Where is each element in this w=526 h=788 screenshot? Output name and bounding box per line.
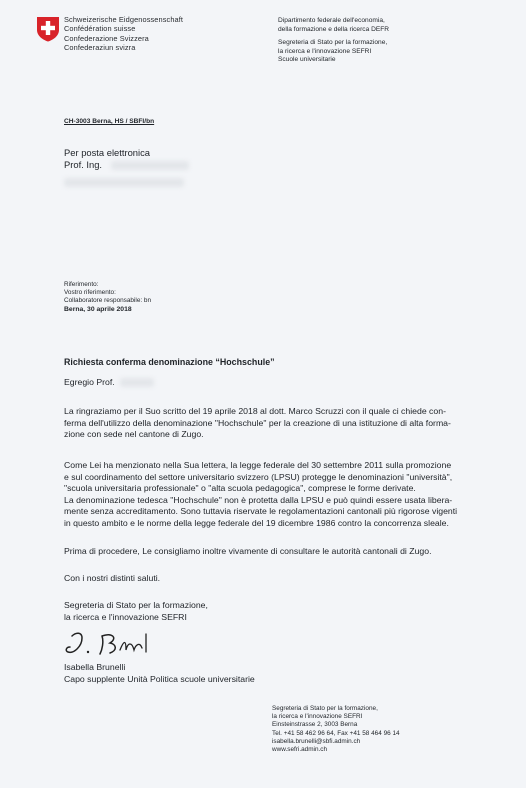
ref-vostro: Vostro riferimento: [64,289,116,297]
paragraph-line: "scuola universitaria professionale" o "alta scuola pedagogica", comprese le forme derivate. [64,483,416,494]
office-line: Segreteria di Stato per la formazione, [278,39,388,47]
paragraph-line: in questo ambito e le norme della legge federale del 19 dicembre 1986 contro la concorrenza sleale. [64,517,449,528]
paragraph-line: La denominazione tedesca "Hochschule" non è protetta dalla LPSU e può quindi essere usata libera- [64,494,453,505]
paragraph-1 [64,406,526,441]
recipient-title: Prof. Ing. [64,159,103,170]
footer-line: la ricerca e l'innovazione SEFRI [272,713,363,721]
footer-phone: Tel. +41 58 462 96 64, Fax +41 58 464 96 14 [272,729,400,737]
federal-line: Confederazione Svizzera [64,33,149,43]
paragraph-line: ferma dell'utilizzo della denominazione "Hochschule" per la creazione di una istituzione di alta forma- [64,417,451,428]
reference-block [64,281,151,314]
handwritten-signature [62,628,162,662]
paragraph-line: La ringraziamo per il Suo scritto del 19 aprile 2018 al dott. Marco Scruzzi con il quale ci chiede con- [64,406,446,416]
signer-name: Isabella Brunelli [64,662,126,672]
salutation-text: Egregio Prof. [64,377,115,387]
redacted-name [111,161,189,170]
redacted-salutation-name [120,378,154,387]
federal-line: Schweizerische Eidgenossenschaft [64,15,184,24]
signer-block [64,662,255,685]
letter-date: Berna, 30 aprile 2018 [64,305,132,313]
signoff-line: Segreteria di Stato per la formazione, [64,600,208,610]
office-line: Scuole universitarie [278,56,336,64]
department-line: della formazione e della ricerca DEFR [278,25,390,33]
recipient-delivery: Per posta elettronica [64,147,150,158]
paragraph-2 [64,460,526,530]
paragraph-line: mente senza accreditamento. Sono tuttavia riservate le regolamentazioni cantonali più rigorose vigenti [64,506,458,517]
redacted-address [64,174,189,192]
closing: Con i nostri distinti saluti. [64,573,161,583]
paragraph-line: Come Lei ha menzionato nella Sua lettera, la legge federale del 30 settembre 2011 sulla promozione [64,460,452,470]
federal-line: Confédération suisse [64,24,136,34]
federal-line: Confederaziun svizra [64,42,136,52]
ref-collaboratore: Collaboratore responsabile: bn [64,297,152,305]
footer-line: Segreteria di Stato per la formazione, [272,705,378,712]
federal-names [64,15,183,52]
signoff-line: la ricerca e l'innovazione SEFRI [64,611,187,622]
salutation [64,377,154,389]
ref-riferimento: Riferimento: [64,281,99,288]
footer-website: www.sefri.admin.ch [272,746,328,754]
paragraph-3: Prima di procedere, Le consigliamo inoltre vivamente di consultare le autorità cantonali di Zugo. [64,546,432,556]
signoff-block [64,600,208,623]
paragraph-line: e sul coordinamento del settore universitario svizzero (LPSU) protegge le denominazioni "università", [64,471,453,482]
swiss-cross-icon [36,16,60,42]
recipient-name [64,159,189,171]
signer-title: Capo supplente Unità Politica scuole universitarie [64,673,255,684]
office-line: la ricerca e l'innovazione SEFRI [278,47,372,55]
footer-address: Einsteinstrasse 2, 3003 Berna [272,721,358,729]
department-line: Dipartimento federale dell'economia, [278,17,385,24]
footer-contact [272,705,400,754]
footer-email: isabella.brunelli@sbfi.admin.ch [272,737,361,745]
sender-reference: CH-3003 Berna, HS / SBFI/bn [64,118,155,125]
recipient-block [64,147,189,192]
paragraph-line: zione con sede nel cantone di Zugo. [64,429,204,440]
department-block [278,17,389,65]
letter-subject: Richiesta conferma denominazione “Hochschule” [64,357,275,367]
